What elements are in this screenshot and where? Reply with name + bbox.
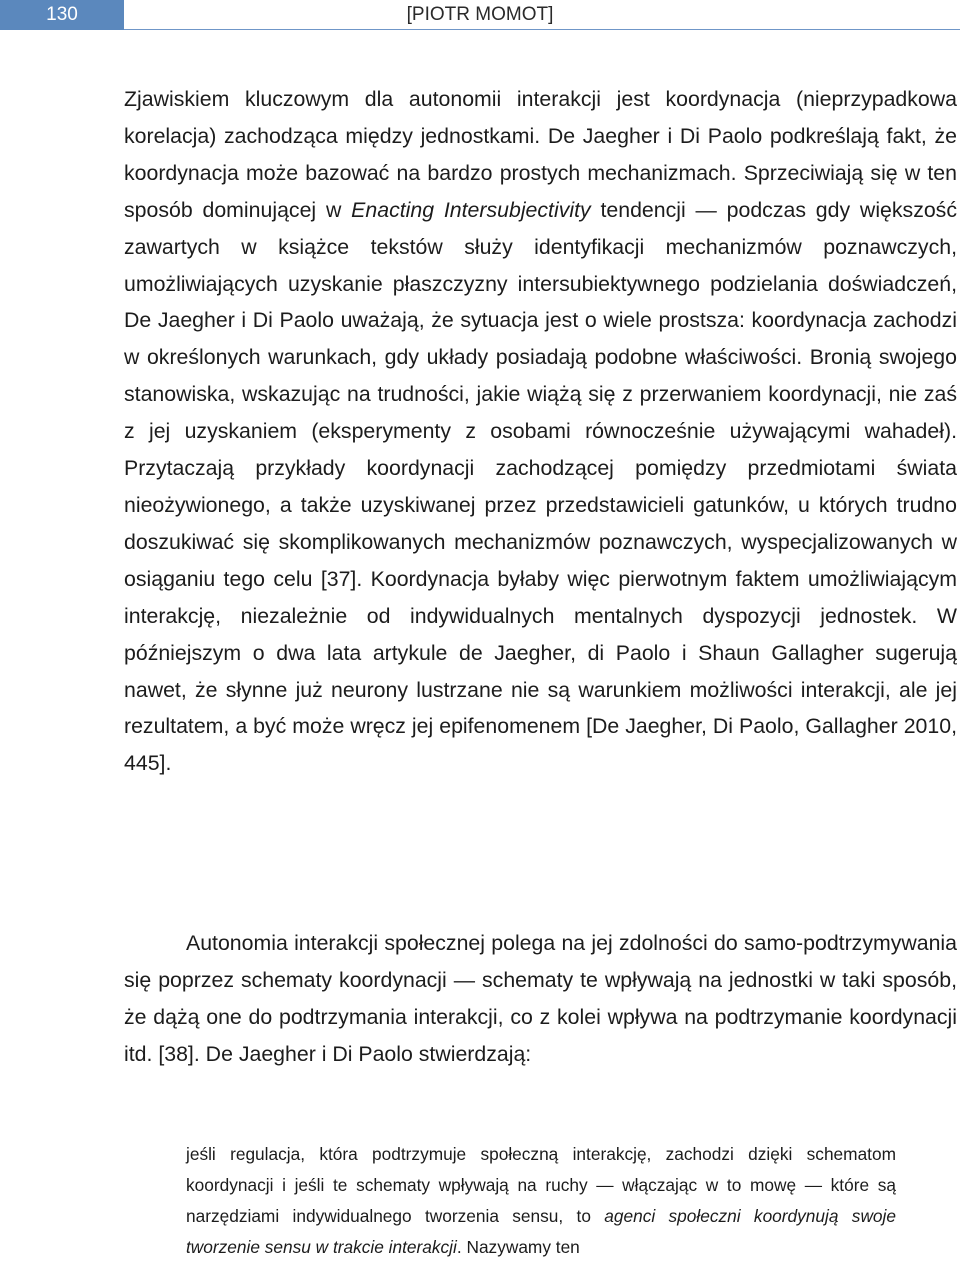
running-head: [PIOTR MOMOT]: [406, 4, 554, 25]
quote-text-b: . Nazywamy ten: [456, 1237, 580, 1257]
page-header: [0, 0, 960, 32]
quote-text-a: jeśli regulacja, która podtrzymuje społeczną interakcję, zachodzi dzięki schematom koordynacji i jeśli te schematy wpływają na ruchy — włączając w to mowę — które są narzędziami indywidualnego tworzenia sensu, to: [186, 1144, 896, 1226]
page-number: 130: [0, 0, 124, 30]
header-rule: [124, 29, 960, 30]
quote-italic: agenci społeczni koordynują swoje tworzenie sensu w trakcie interakcji: [186, 1206, 896, 1257]
block-quote: [186, 1139, 896, 1263]
body-paragraph-1: [124, 81, 957, 782]
paragraph-1-text-a: Zjawiskiem kluczowym dla autonomii interakcji jest koordynacja (nieprzypadkowa korelacja) zachodząca między jednostkami. De Jaegher i Di Paolo podkreślają fakt, że koordynacja może bazować na bardzo prostych mechanizmach. Sprzeciwiają się w ten sposób dominującej w: [124, 87, 957, 222]
paragraph-1-text-b: tendencji — podczas gdy większość zawartych w książce tekstów służy identyfikacji mechanizmów poznawczych, umożliwiających uzyskanie płaszczyzny intersubiektywnego podzielania doświadczeń, De Jaegher i Di Paolo uważają, że sytuacja jest o wiele prostsza: koordynacja zachodzi w określonych warunkach, gdy układy posiadają podobne właściwości. Bronią swojego stanowiska, wskazując na trudności, jakie wiążą się z przerwaniem koordynacji, nie zaś z jej uzyskaniem (eksperymenty z osobami równocześnie używającymi wahadeł). Przytaczają przykłady koordynacji zachodzącej pomiędzy przedmiotami świata nieożywionego, a także uzyskiwanej przez przedstawicieli gatunków, u których trudno doszukiwać się skomplikowanych mechanizmów poznawczych, wyspecjalizowanych w osiąganiu tego celu [37]. Koordynacja byłaby więc pierwotnym faktem umożliwiającym interakcję, niezależnie od indywidualnych mentalnych dyspozycji jednostek. W późniejszym o dwa lata artykule de Jaegher, di Paolo i Shaun Gallagher sugerują nawet, że słynne już neurony lustrzane nie są warunkiem możliwości interakcji, ale jej rezultatem, a być może wręcz jej epifenomenem [De Jaegher, Di Paolo, Gallagher 2010, 445].: [124, 197, 957, 776]
body-paragraph-2: Autonomia interakcji społecznej polega na jej zdolności do samo-podtrzymywania się poprzez schematy koordynacji — schematy te wpływają na jednostki w taki sposób, że dążą one do podtrzymania interakcji, co z kolei wpływa na podtrzymanie koordynacji itd. [38]. De Jaegher i Di Paolo stwierdzają:: [124, 931, 957, 1066]
book-title: Enacting Intersubjectivity: [351, 197, 591, 222]
